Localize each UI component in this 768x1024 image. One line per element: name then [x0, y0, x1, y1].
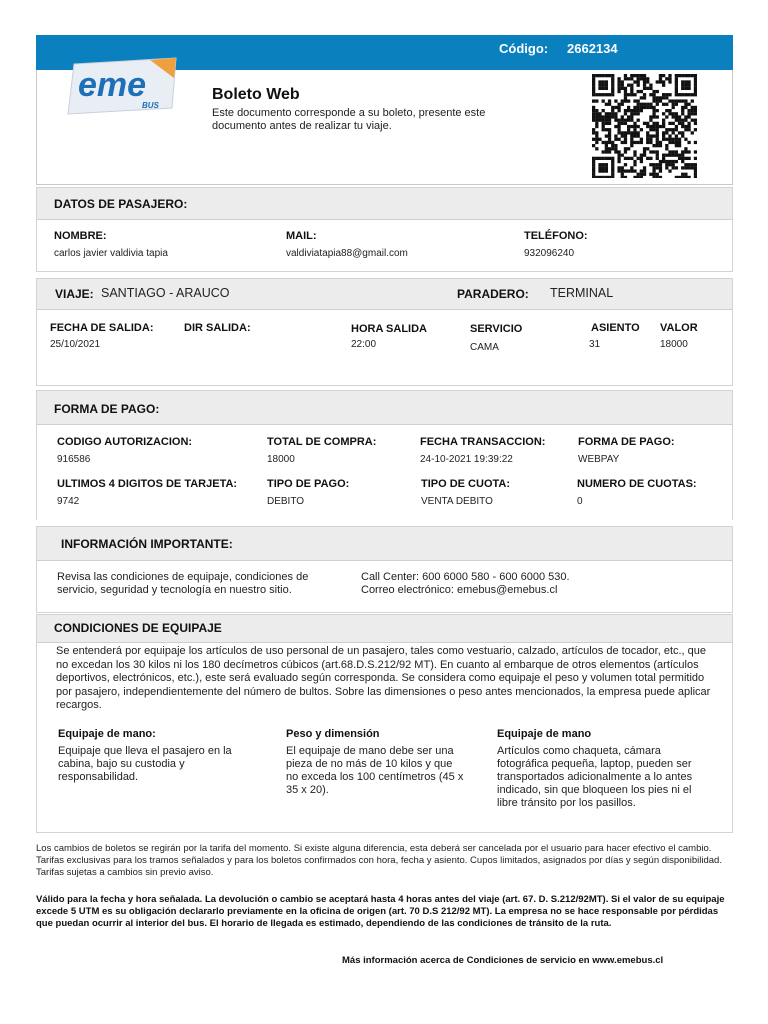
fecha-transaccion-value: 24-10-2021 19:39:22 — [420, 454, 513, 465]
valor-value: 18000 — [660, 339, 688, 350]
tipo-cuota-value: VENTA DEBITO — [421, 496, 493, 507]
ticket-code-label: Código: — [499, 41, 549, 56]
info-heading: INFORMACIÓN IMPORTANTE: — [61, 537, 233, 551]
hora-salida-value: 22:00 — [351, 339, 377, 350]
payment-heading: FORMA DE PAGO: — [54, 402, 160, 416]
asiento-label: ASIENTO — [591, 322, 640, 334]
viaje-label: VIAJE: — [55, 287, 94, 301]
forma-pago-value: WEBPAY — [578, 454, 620, 465]
codigo-autorizacion-label: CODIGO AUTORIZACION: — [57, 436, 193, 448]
dir-salida-label: DIR SALIDA: — [184, 322, 251, 334]
validity-text: Válido para la fecha y hora señalada. La devolución o cambio se aceptará hasta 4 horas antes del viaje (art. 67. D. S.212/92MT). Si el valor de su equipaje excede 5 UTM es su obligación declararlo previamente en la oficina de origen (art. 70 D.S 212/92 MT). La empresa no se hace responsable por pérdidas que puedan ocurrir al interior del bus. El horario de llegada es estimado, dependiendo de las condiciones de tránsito de la ruta. — [36, 894, 725, 929]
passenger-heading: DATOS DE PASAJERO: — [54, 197, 188, 211]
luggage-col1-text: Equipaje que lleva el pasajero en la cabina, bajo su custodia y responsabilidad. — [58, 745, 232, 783]
telefono-label: TELÉFONO: — [524, 230, 588, 242]
luggage-col1-title: Equipaje de mano: — [58, 728, 156, 740]
fecha-transaccion-label: FECHA TRANSACCION: — [420, 436, 546, 448]
valor-label: VALOR — [660, 322, 698, 334]
paradero-label: PARADERO: — [457, 287, 529, 301]
viaje-value: SANTIAGO - ARAUCO — [101, 286, 230, 300]
servicio-value: CAMA — [470, 342, 499, 353]
emebus-logo — [64, 56, 182, 116]
forma-pago-label: FORMA DE PAGO: — [578, 436, 675, 448]
luggage-col3-text: Artículos como chaqueta, cámara fotográfica pequeña, laptop, pueden ser transportados adicionalmente a lo antes indicado, sin que bloqueen los pies ni el libre tránsito por los pasillos. — [497, 745, 693, 809]
luggage-col2-text: El equipaje de mano debe ser una pieza de no más de 10 kilos y que no exceda los 100 centímetros (45 x 35 x 20). — [286, 745, 464, 796]
ticket-code-value: 2662134 — [567, 41, 618, 56]
logo-sub: BUS — [142, 101, 159, 110]
paradero-value: TERMINAL — [550, 286, 614, 300]
mail-value: valdiviatapia88@gmail.com — [286, 248, 408, 259]
nombre-value: carlos javier valdivia tapia — [54, 248, 168, 259]
qr-code-icon — [592, 74, 697, 178]
ticket-description: Este documento corresponde a su boleto, presente este documento antes de realizar tu viaje. — [212, 107, 486, 132]
call-center-text: Call Center: 600 6000 580 - 600 6000 530. — [361, 571, 570, 583]
page-title: Boleto Web — [212, 86, 300, 103]
more-info-text: Más información acerca de Condiciones de servicio en www.emebus.cl — [342, 955, 664, 966]
nombre-label: NOMBRE: — [54, 230, 107, 242]
total-compra-value: 18000 — [267, 454, 295, 465]
telefono-value: 932096240 — [524, 248, 575, 259]
tarjeta-value: 9742 — [57, 496, 80, 507]
numero-cuotas-label: NUMERO DE CUOTAS: — [577, 478, 697, 490]
asiento-value: 31 — [589, 339, 601, 350]
codigo-autorizacion-value: 916586 — [57, 454, 91, 465]
fecha-salida-label: FECHA DE SALIDA: — [50, 322, 154, 334]
email-text: Correo electrónico: emebus@emebus.cl — [361, 584, 558, 596]
numero-cuotas-value: 0 — [577, 496, 583, 507]
luggage-col2-title: Peso y dimensión — [286, 728, 380, 740]
total-compra-label: TOTAL DE COMPRA: — [267, 436, 377, 448]
tarjeta-label: ULTIMOS 4 DIGITOS DE TARJETA: — [57, 478, 238, 490]
fecha-salida-value: 25/10/2021 — [50, 339, 101, 350]
tipo-pago-value: DEBITO — [267, 496, 305, 507]
luggage-intro: Se entenderá por equipaje los artículos de uso personal de un pasajero, tales como vestuario, calzado, artículos de tocador, etc., que no excedan los 30 kilos ni los 180 decímetros cúbicos (art.68.D.S.212/92 MT). En cuanto al embarque de otros elementos (artículos deportivos, electrónicos, etc.), este será evaluado según corresponda. Se considera como equipaje el peso y volumen total permitido por pasajero, independientemente del número de bultos. Sobre las dimensiones o peso antes mencionados, la empresa puede aplicar recargos. — [56, 645, 711, 711]
logo-text: eme — [78, 66, 147, 104]
mail-label: MAIL: — [286, 230, 317, 242]
luggage-heading: CONDICIONES DE EQUIPAJE — [54, 621, 222, 635]
luggage-col3-title: Equipaje de mano — [497, 728, 592, 740]
servicio-label: SERVICIO — [470, 323, 523, 335]
hora-salida-label: HORA SALIDA — [351, 323, 427, 335]
tipo-pago-label: TIPO DE PAGO: — [267, 478, 350, 490]
ticket-changes-text: Los cambios de boletos se regirán por la tarifa del momento. Si existe alguna diferencia, esta deberá ser cancelada por el usuario para hacer efectivo el cambio. Tarifas exclusivas para los tramos señalados y para los boletos confirmados con hora, fecha y asiento. Cupos limitados, asignados por días y según disponibilidad. Tarifas sujetas a cambios sin previo aviso. — [36, 843, 722, 878]
tipo-cuota-label: TIPO DE CUOTA: — [421, 478, 511, 490]
info-left-text: Revisa las condiciones de equipaje, condiciones de servicio, seguridad y tecnología en nuestro sitio. — [57, 571, 309, 596]
